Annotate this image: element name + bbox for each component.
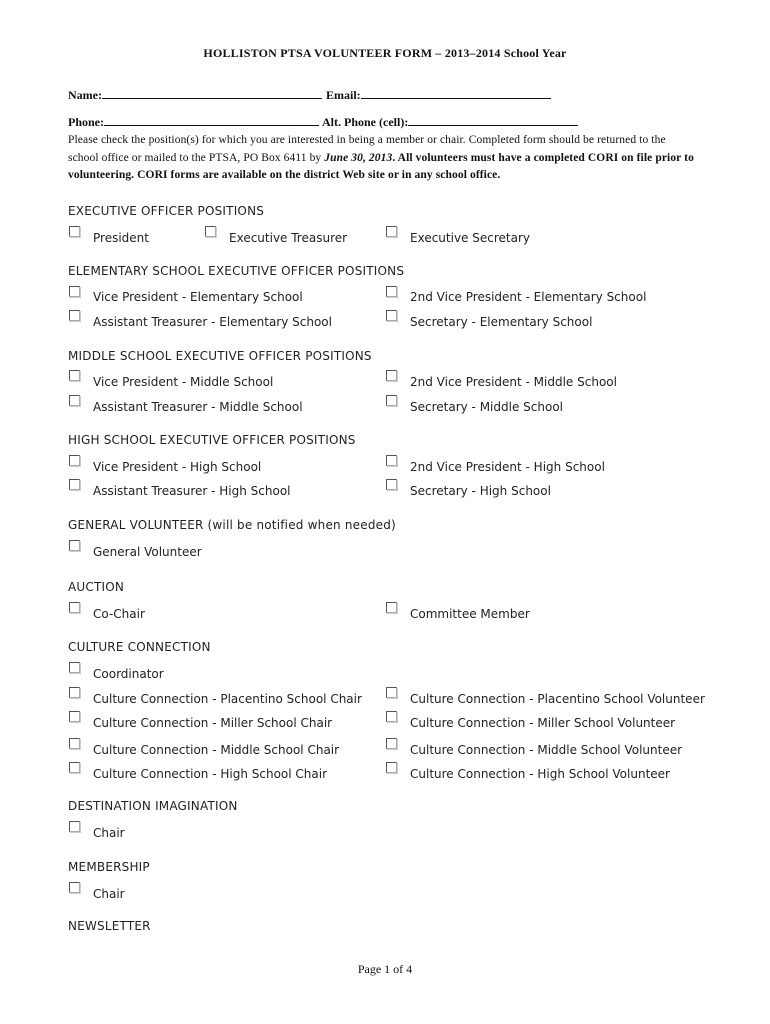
option-president: President — [93, 231, 149, 245]
section-heading-culture: CULTURE CONNECTION — [68, 640, 211, 654]
name-label: Name: — [68, 88, 102, 102]
option-middle-vp2: 2nd Vice President - Middle School — [410, 375, 617, 389]
checkbox-executive-secretary[interactable] — [386, 226, 397, 237]
option-elementary-vp2: 2nd Vice President - Elementary School — [410, 290, 647, 304]
alt-phone-label: Alt. Phone (cell): — [322, 115, 409, 129]
checkbox-elementary-vp2[interactable] — [386, 286, 397, 297]
option-middle-secretary: Secretary - Middle School — [410, 400, 563, 414]
checkbox-culture-placentino-chair[interactable] — [69, 687, 80, 698]
email-field[interactable] — [361, 86, 551, 99]
checkbox-executive-treasurer[interactable] — [205, 226, 216, 237]
option-elementary-secretary: Secretary - Elementary School — [410, 315, 593, 329]
option-elementary-asst-treasurer: Assistant Treasurer - Elementary School — [93, 315, 332, 329]
checkbox-president[interactable] — [69, 226, 80, 237]
option-high-secretary: Secretary - High School — [410, 484, 551, 498]
option-culture-placentino-chair: Culture Connection - Placentino School Chair — [93, 692, 362, 706]
section-heading-membership: MEMBERSHIP — [68, 860, 150, 874]
section-heading-destination: DESTINATION IMAGINATION — [68, 799, 238, 813]
name-field-row — [68, 86, 322, 103]
alt-phone-field[interactable] — [408, 113, 578, 126]
checkbox-culture-coordinator[interactable] — [69, 662, 80, 673]
section-heading-executive: EXECUTIVE OFFICER POSITIONS — [68, 204, 265, 218]
checkbox-middle-vp2[interactable] — [386, 370, 397, 381]
checkbox-auction-member[interactable] — [386, 602, 397, 613]
checkbox-middle-asst-treasurer[interactable] — [69, 395, 80, 406]
section-heading-auction: AUCTION — [68, 580, 125, 594]
checkbox-high-vp[interactable] — [69, 455, 80, 466]
option-executive-secretary: Executive Secretary — [410, 231, 530, 245]
checkbox-elementary-vp[interactable] — [69, 286, 80, 297]
checkbox-auction-cochair[interactable] — [69, 602, 80, 613]
section-heading-elementary: ELEMENTARY SCHOOL EXECUTIVE OFFICER POSITIONS — [68, 264, 405, 278]
section-heading-newsletter: NEWSLETTER — [68, 919, 151, 933]
checkbox-destination-chair[interactable] — [69, 821, 80, 832]
option-culture-middle-volunteer: Culture Connection - Middle School Volunteer — [410, 743, 683, 757]
option-membership-chair: Chair — [93, 887, 125, 901]
option-culture-miller-chair: Culture Connection - Miller School Chair — [93, 716, 333, 730]
checkbox-general-volunteer[interactable] — [69, 540, 80, 551]
checkbox-high-asst-treasurer[interactable] — [69, 479, 80, 490]
section-heading-general: GENERAL VOLUNTEER (will be notified when needed) — [68, 518, 396, 532]
option-auction-member: Committee Member — [410, 607, 530, 621]
checkbox-culture-placentino-volunteer[interactable] — [386, 687, 397, 698]
option-culture-middle-chair: Culture Connection - Middle School Chair — [93, 743, 340, 757]
option-culture-high-chair: Culture Connection - High School Chair — [93, 767, 328, 781]
checkbox-high-vp2[interactable] — [386, 455, 397, 466]
checkbox-culture-miller-chair[interactable] — [69, 711, 80, 722]
instructions-paragraph — [68, 132, 698, 185]
email-field-row — [326, 86, 551, 103]
checkbox-culture-middle-chair[interactable] — [69, 738, 80, 749]
page-number: Page 1 of 4 — [357, 962, 413, 976]
option-elementary-vp: Vice President - Elementary School — [93, 290, 303, 304]
cori-notice: . All volunteers must have a completed CORI on file prior to volunteering. CORI forms are available on the district Web site or in any school office. — [68, 151, 694, 181]
phone-label: Phone: — [68, 115, 104, 129]
checkbox-culture-middle-volunteer[interactable] — [386, 738, 397, 749]
option-middle-asst-treasurer: Assistant Treasurer - Middle School — [93, 400, 303, 414]
checkbox-culture-high-chair[interactable] — [69, 762, 80, 773]
email-label: Email: — [326, 88, 361, 102]
option-high-vp: Vice President - High School — [93, 460, 262, 474]
checkbox-middle-secretary[interactable] — [386, 395, 397, 406]
checkbox-high-secretary[interactable] — [386, 479, 397, 490]
section-heading-high: HIGH SCHOOL EXECUTIVE OFFICER POSITIONS — [68, 433, 356, 447]
checkbox-elementary-secretary[interactable] — [386, 310, 397, 321]
checkbox-elementary-asst-treasurer[interactable] — [69, 310, 80, 321]
alt-phone-field-row — [322, 113, 578, 130]
name-field[interactable] — [102, 86, 322, 99]
section-heading-middle: MIDDLE SCHOOL EXECUTIVE OFFICER POSITIONS — [68, 349, 372, 363]
option-culture-placentino-volunteer: Culture Connection - Placentino School Volunteer — [410, 692, 705, 706]
checkbox-culture-high-volunteer[interactable] — [386, 762, 397, 773]
option-culture-high-volunteer: Culture Connection - High School Volunteer — [410, 767, 670, 781]
option-general-volunteer: General Volunteer — [93, 545, 202, 559]
phone-field-row — [68, 113, 319, 130]
deadline-date: June 30, 2013 — [324, 151, 393, 164]
phone-field[interactable] — [104, 113, 319, 126]
checkbox-membership-chair[interactable] — [69, 882, 80, 893]
option-culture-miller-volunteer: Culture Connection - Miller School Volunteer — [410, 716, 676, 730]
option-high-vp2: 2nd Vice President - High School — [410, 460, 605, 474]
form-title: HOLLISTON PTSA VOLUNTEER FORM – 2013–2014 School Year — [203, 46, 567, 60]
option-middle-vp: Vice President - Middle School — [93, 375, 274, 389]
option-auction-cochair: Co-Chair — [93, 607, 145, 621]
instructions-text: Please check the position(s) for which you are interested in being a member or chair. Completed form should be returned to the school office or mailed to the PTSA, PO Box 6411 by — [68, 134, 666, 164]
option-executive-treasurer: Executive Treasurer — [229, 231, 348, 245]
checkbox-middle-vp[interactable] — [69, 370, 80, 381]
option-destination-chair: Chair — [93, 826, 125, 840]
checkbox-culture-miller-volunteer[interactable] — [386, 711, 397, 722]
option-high-asst-treasurer: Assistant Treasurer - High School — [93, 484, 291, 498]
option-culture-coordinator: Coordinator — [93, 667, 164, 681]
